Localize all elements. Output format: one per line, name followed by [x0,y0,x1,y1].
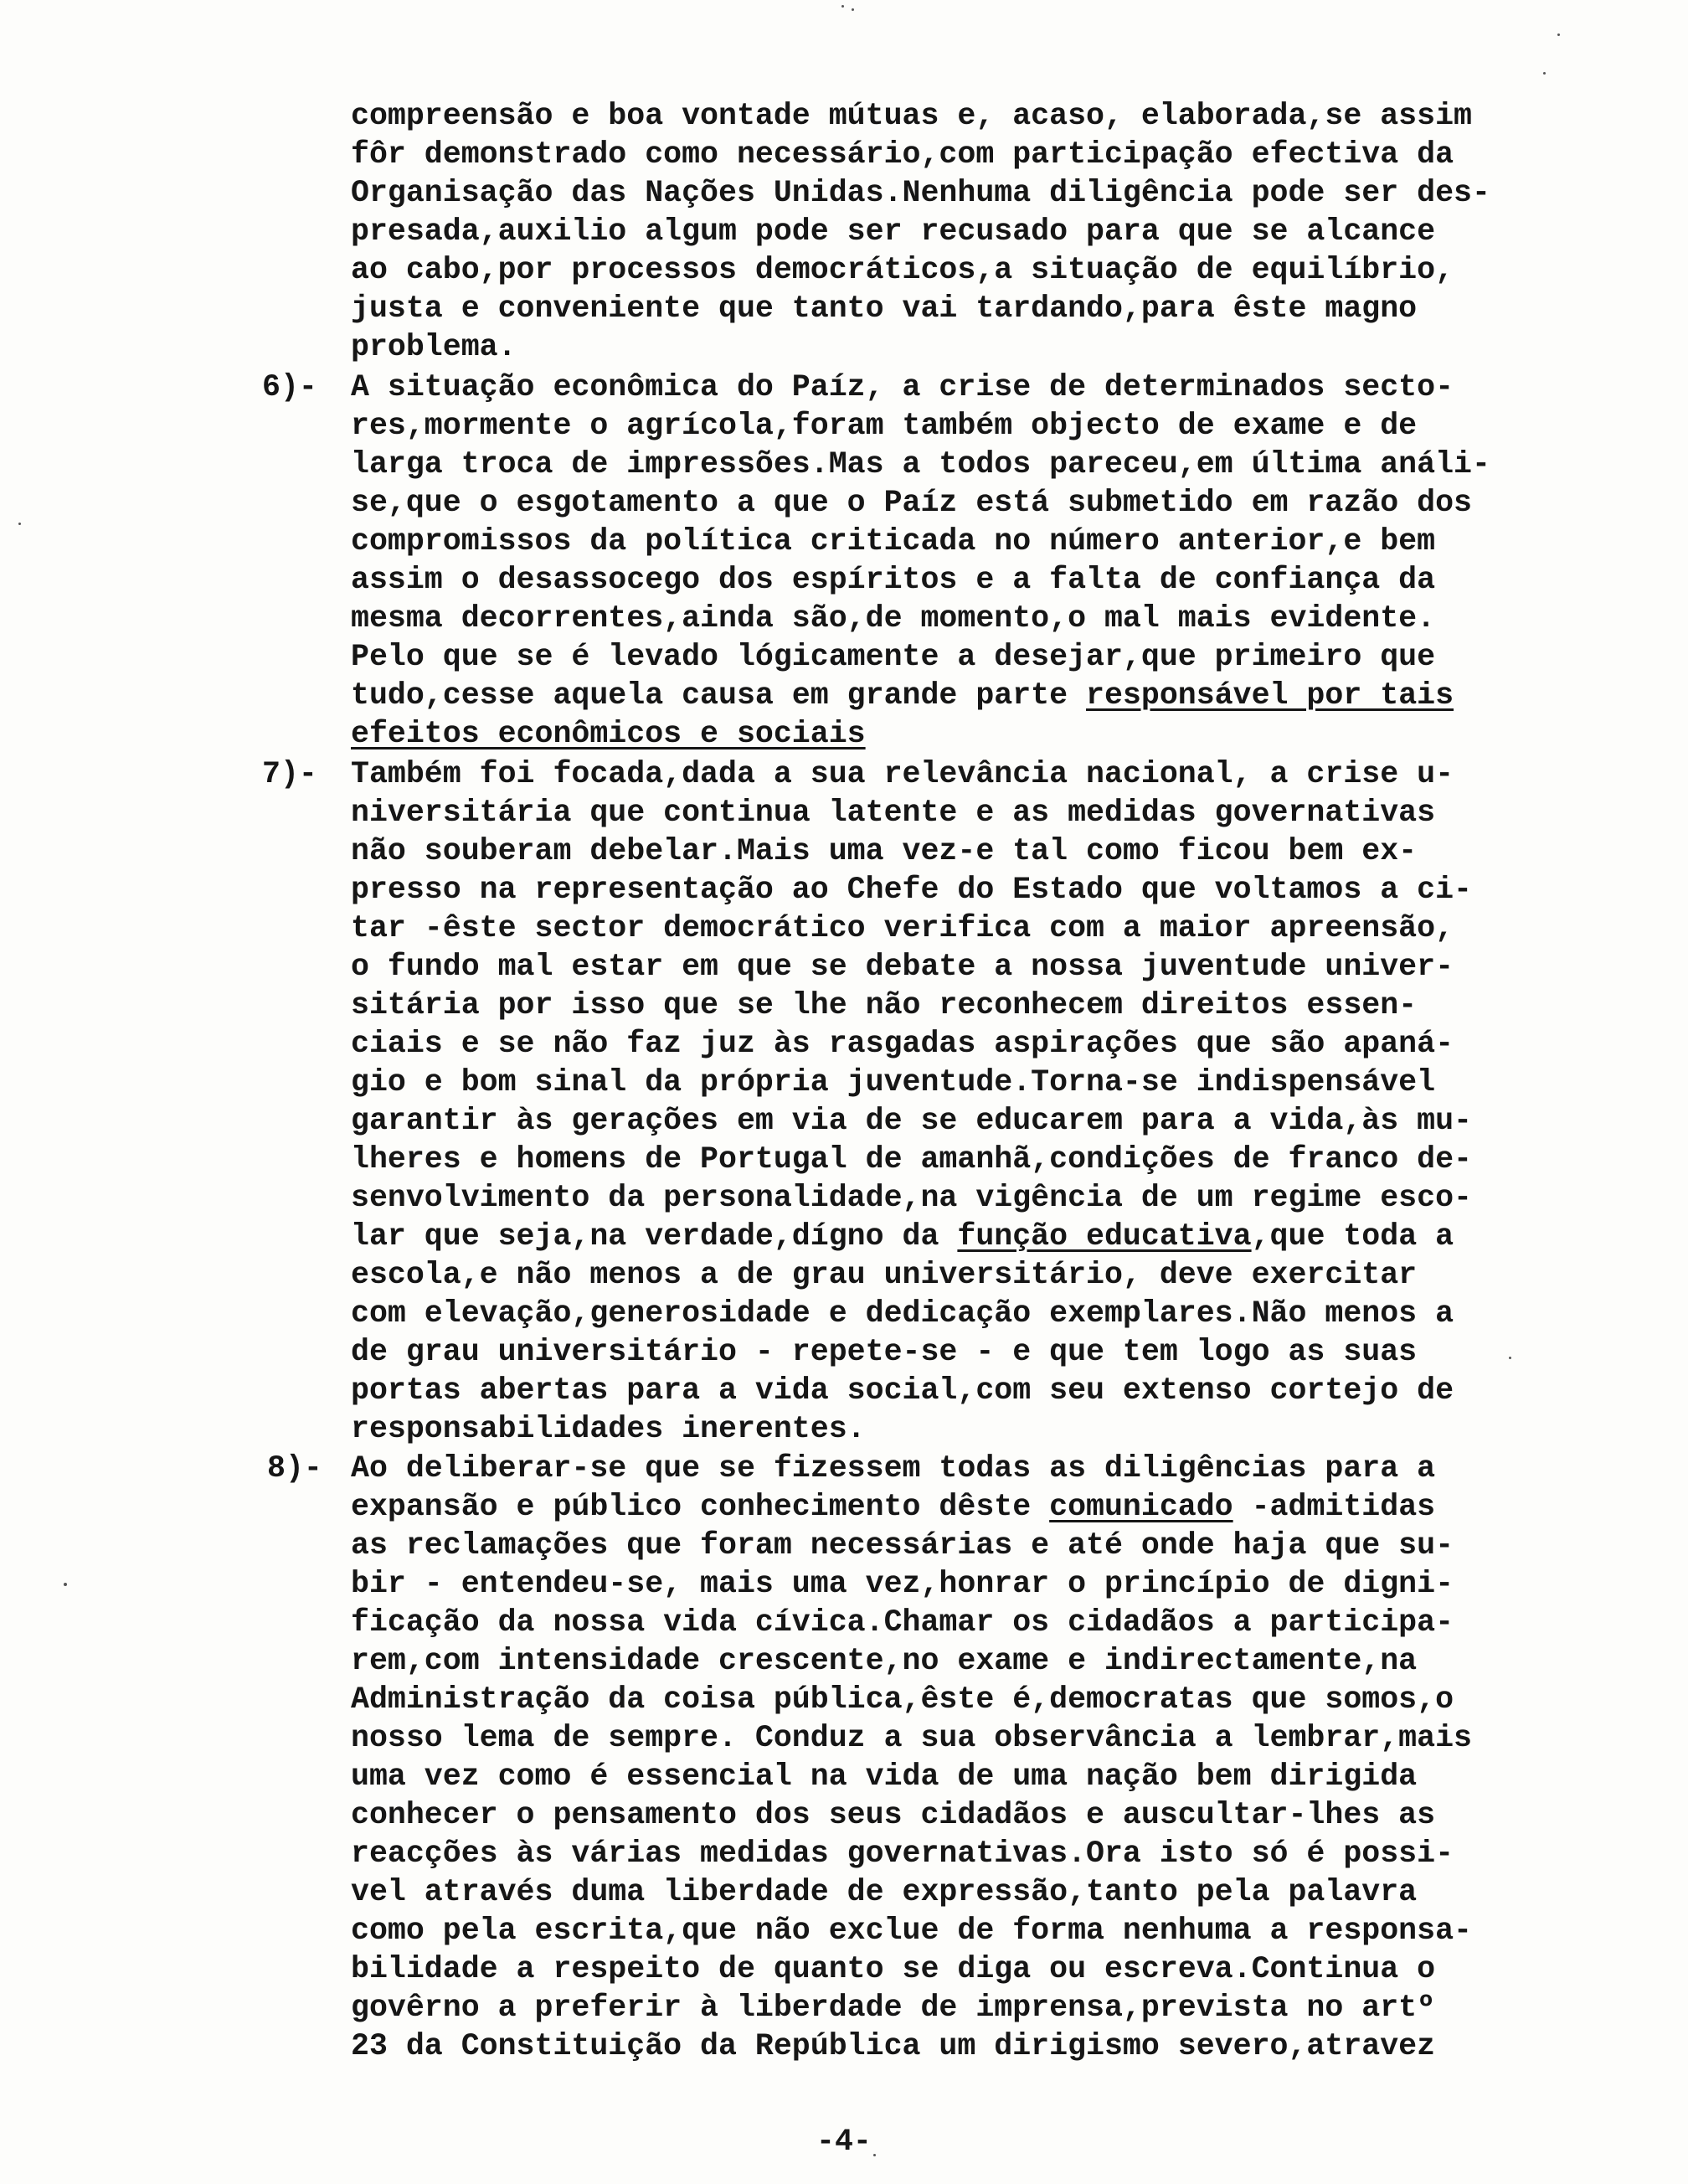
underlined-phrase: efeitos econômicos e sociais [351,717,866,751]
text-line: res,mormente o agrícola,foram também objecto de exame e de [351,409,1418,443]
text-line: reacções às várias medidas governativas.Ora isto só é possi- [351,1836,1454,1871]
scan-speck [18,523,21,525]
text-line: Organisação das Nações Unidas.Nenhuma diligência pode ser des- [351,176,1490,210]
text-line: uma vez como é essencial na vida de uma nação bem dirigida [351,1759,1418,1794]
scan-speck [1543,72,1546,75]
text-line: assim o desassocego dos espíritos e a falta de confiança da [351,563,1436,597]
text-line: compreensão e boa vontade mútuas e, acaso, elaborada,se assim [351,99,1472,133]
scan-speck [1557,33,1560,36]
text-line [351,1218,1454,1255]
scan-speck [852,8,854,11]
text-line: niversitária que continua latente e as medidas governativas [351,796,1436,830]
text-segment: expansão e público conhecimento dêste [351,1490,1050,1524]
text-line: com elevação,generosidade e dedicação exemplares.Não menos a [351,1296,1454,1331]
scan-speck [64,1583,67,1586]
text-line: govêrno a preferir à liberdade de imprensa,prevista no artº [351,1991,1436,2025]
text-line: problema. [351,330,517,364]
text-line: Também foi focada,dada a sua relevância nacional, a crise u- [351,757,1454,791]
text-line: como pela escrita,que não exclue de forma nenhuma a responsa- [351,1914,1472,1948]
underlined-phrase: comunicado [1049,1490,1233,1524]
text-line: portas abertas para a vida social,com seu extenso cortejo de [351,1373,1454,1408]
underlined-phrase: função educativa [957,1219,1252,1254]
text-line: nosso lema de sempre. Conduz a sua observância a lembrar,mais [351,1721,1472,1755]
text-line: Ao deliberar-se que se fizessem todas as diligências para a [351,1451,1436,1486]
text-segment: ,que toda a [1251,1219,1454,1254]
text-line: presso na representação ao Chefe do Estado que voltamos a ci- [351,873,1472,907]
text-line: não souberam debelar.Mais uma vez-e tal como ficou bem ex- [351,834,1418,868]
scan-speck [841,5,844,8]
text-segment: -admitidas [1233,1490,1436,1524]
text-line: senvolvimento da personalidade,na vigência de um regime esco- [351,1181,1472,1215]
text-line: o fundo mal estar em que se debate a nossa juventude univer- [351,950,1454,984]
text-line: presada,auxilio algum pode ser recusado para que se alcance [351,214,1436,249]
text-line: responsabilidades inerentes. [351,1412,866,1446]
text-line: justa e conveniente que tanto vai tardando,para êste magno [351,291,1418,326]
text-line: ciais e se não faz juz às rasgadas aspirações que são apaná- [351,1027,1454,1061]
text-line: bilidade a respeito de quanto se diga ou escreva.Continua o [351,1952,1436,1986]
text-line: de grau universitário - repete-se - e que tem logo as suas [351,1335,1418,1369]
text-segment: lar que seja,na verdade,dígno da [351,1219,958,1254]
item-number-7: 7)- [262,757,317,791]
text-line: Administração da coisa pública,êste é,democratas que somos,o [351,1682,1454,1717]
text-line: tar -êste sector democrático verifica com a maior apreensão, [351,911,1454,945]
text-line: se,que o esgotamento a que o Paíz está submetido em razão dos [351,486,1472,520]
text-line: vel através duma liberdade de expressão,tanto pela palavra [351,1875,1418,1909]
text-line: 23 da Constituição da República um dirigismo severo,atravez [351,2029,1436,2063]
text-line: sitária por isso que se lhe não reconhecem direitos essen- [351,988,1418,1022]
page-number: -4- [816,2125,872,2159]
text-line: escola,e não menos a de grau universitário, deve exercitar [351,1258,1418,1292]
item-number-6: 6)- [262,370,317,404]
text-line: garantir às gerações em via de se educarem para a vida,às mu- [351,1104,1472,1138]
text-line: ao cabo,por processos democráticos,a situação de equilíbrio, [351,253,1454,287]
text-line [351,1488,1435,1526]
scan-speck [1509,1357,1511,1359]
text-line: lheres e homens de Portugal de amanhã,condições de franco de- [351,1142,1472,1177]
text-line [351,677,1454,714]
text-line: conhecer o pensamento dos seus cidadãos e auscultar-lhes as [351,1798,1436,1832]
item-number-8: 8)- [267,1451,322,1486]
text-line: A situação econômica do Paíz, a crise de determinados secto- [351,370,1454,404]
text-line: rem,com intensidade crescente,no exame e indirectamente,na [351,1644,1418,1678]
text-segment: tudo,cesse aquela causa em grande parte [351,678,1087,713]
text-line: Pelo que se é levado lógicamente a desejar,que primeiro que [351,640,1436,674]
text-line: ficação da nossa vida cívica.Chamar os cidadãos a participa- [351,1605,1454,1640]
text-line: as reclamações que foram necessárias e até onde haja que su- [351,1528,1454,1563]
text-line: fôr demonstrado como necessário,com participação efectiva da [351,137,1454,172]
text-line: gio e bom sinal da própria juventude.Torna-se indispensável [351,1065,1436,1100]
text-line: larga troca de impressões.Mas a todos pareceu,em última análi- [351,447,1490,482]
text-line: bir - entendeu-se, mais uma vez,honrar o princípio de digni- [351,1567,1454,1601]
text-line: mesma decorrentes,ainda são,de momento,o mal mais evidente. [351,601,1436,636]
scan-speck [873,2154,876,2156]
text-line: compromissos da política criticada no número anterior,e bem [351,524,1436,559]
underlined-phrase: responsável por tais [1086,678,1454,713]
